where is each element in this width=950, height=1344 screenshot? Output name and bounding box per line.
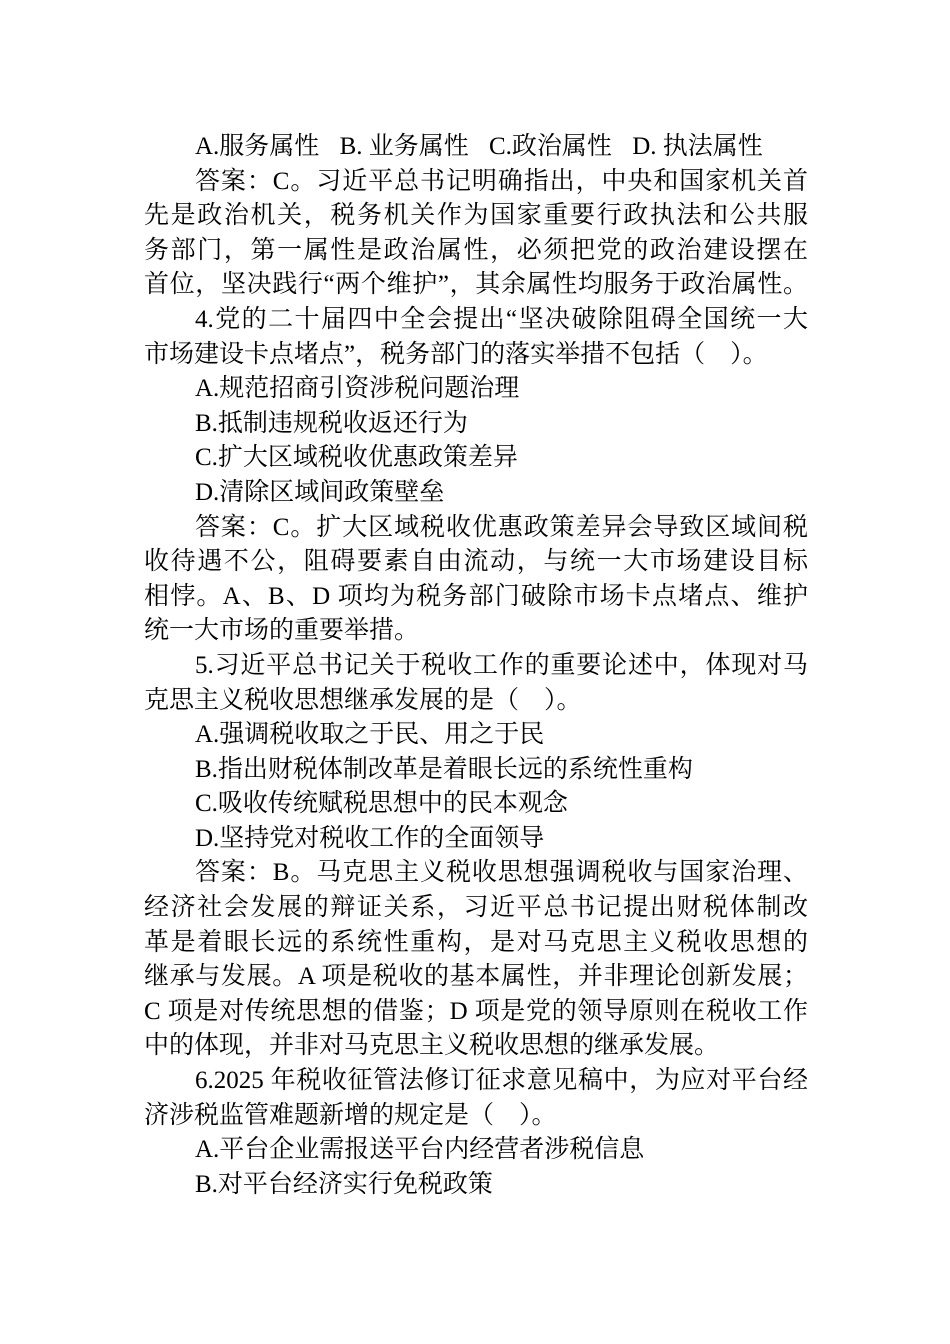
q4-answer-line: 统一大市场的重要举措。 [144,617,420,645]
q3-answer-line: 答案：C。习近平总书记明确指出，中央和国家机关首 [195,167,808,195]
q3-answer-line: 务部门，第一属性是政治属性，必须把党的政治建设摆在 [144,236,808,264]
q6-option-a: A.平台企业需报送平台内经营者涉税信息 [195,1136,645,1164]
q5-option-a: A.强调税收取之于民、用之于民 [195,721,545,749]
q4-answer-line: 收待遇不公，阻碍要素自由流动，与统一大市场建设目标 [144,548,808,576]
q5-answer-line: C 项是对传统思想的借鉴；D 项是党的领导原则在税收工作 [144,997,808,1025]
document-page [144,130,808,1202]
q6-stem-line: 济涉税监管难题新增的规定是（ ）。 [144,1101,557,1129]
q5-answer-line: 经济社会发展的辩证关系，习近平总书记提出财税体制改 [144,894,808,922]
q4-option-b: B.抵制违规税收返还行为 [195,409,468,437]
q6-stem-line: 6.2025 年税收征管法修订征求意见稿中，为应对平台经 [195,1067,808,1095]
q5-stem-line: 克思主义税收思想继承发展的是（ ）。 [144,686,582,714]
q5-stem-line: 5.习近平总书记关于税收工作的重要论述中，体现对马 [195,651,808,679]
q4-stem-line: 4.党的二十届四中全会提出“坚决破除阻碍全国统一大 [195,305,808,333]
q4-option-a: A.规范招商引资涉税问题治理 [195,375,520,403]
q5-answer-line: 革是着眼长远的系统性重构，是对马克思主义税收思想的 [144,928,808,956]
q5-option-d: D.坚持党对税收工作的全面领导 [195,824,545,852]
q3-option-d: D. 执法属性 [632,133,763,160]
q4-option-c: C.扩大区域税收优惠政策差异 [195,444,518,472]
q3-option-c: C.政治属性 [489,133,612,160]
q4-stem-line: 市场建设卡点堵点”，税务部门的落实举措不包括（ ）。 [144,340,768,368]
q4-answer-line: 答案：C。扩大区域税收优惠政策差异会导致区域间税 [195,513,808,541]
q4-option-d: D.清除区域间政策壁垒 [195,478,445,506]
q6-option-b: B.对平台经济实行免税政策 [195,1170,493,1198]
q5-option-c: C.吸收传统赋税思想中的民本观念 [195,790,568,818]
q3-answer-line: 先是政治机关，税务机关作为国家重要行政执法和公共服 [144,202,808,230]
q5-option-b: B.指出财税体制改革是着眼长远的系统性重构 [195,755,693,783]
q3-option-b: B. 业务属性 [339,133,469,160]
q3-answer-line: 首位，坚决践行“两个维护”，其余属性均服务于政治属性。 [144,271,808,299]
q3-options-line [144,130,808,165]
q3-option-a: A.服务属性 [195,133,320,160]
q4-answer-line: 相悖。A、B、D 项均为税务部门破除市场卡点堵点、维护 [144,582,808,610]
q5-answer-line: 答案：B。马克思主义税收思想强调税收与国家治理、 [195,859,808,887]
q5-answer-line: 中的体现，并非对马克思主义税收思想的继承发展。 [144,1032,720,1060]
q5-answer-line: 继承与发展。A 项是税收的基本属性，并非理论创新发展； [144,963,808,991]
